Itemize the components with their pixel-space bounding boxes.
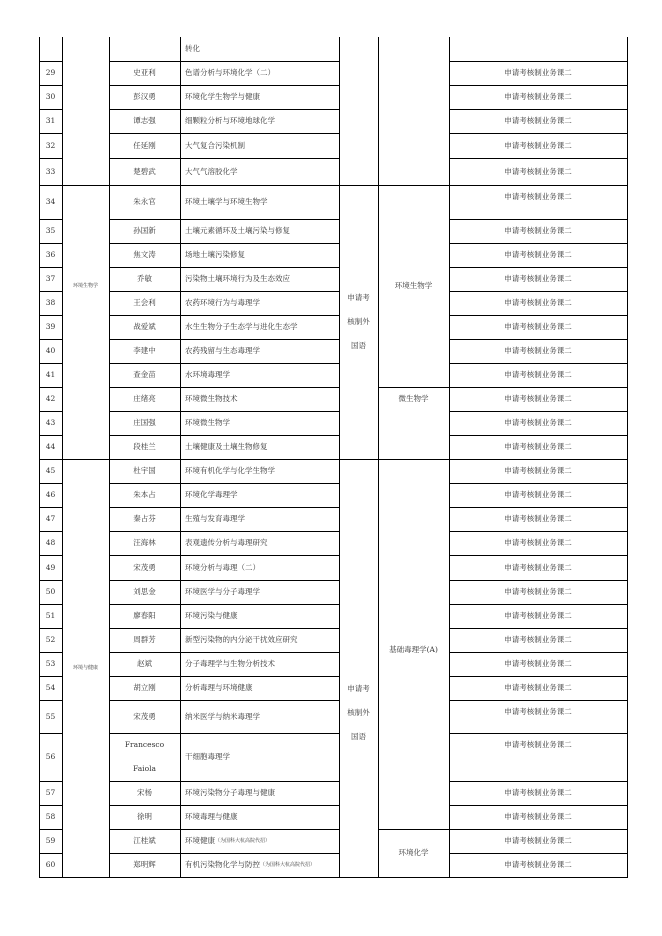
row-number: 34 xyxy=(45,197,56,206)
grid-line xyxy=(39,411,62,412)
remark-cell: 申请考核制业务课二 xyxy=(504,418,572,427)
advisor-name: 史亚利 xyxy=(133,68,156,77)
grid-line xyxy=(449,339,627,340)
grid-line xyxy=(449,507,627,508)
course-name: 环境土壤学与环境生物学 xyxy=(185,197,268,206)
grid-line xyxy=(39,829,62,830)
advisor-name: 焦文涛 xyxy=(133,250,156,259)
advisor-name: 彭汉勇 xyxy=(133,92,156,101)
grid-line xyxy=(109,676,339,677)
major-env-chemistry: 环境化学 xyxy=(398,848,429,857)
remark-cell: 申请考核制业务课二 xyxy=(504,166,572,176)
course-note: （为国科大杭高院代招） xyxy=(215,838,271,844)
row-number: 35 xyxy=(45,226,56,235)
advisor-name: 胡立刚 xyxy=(133,683,156,692)
advisor-name: 王会利 xyxy=(133,298,156,307)
grid-line xyxy=(39,363,62,364)
grid-line xyxy=(627,37,628,878)
grid-line xyxy=(449,676,627,677)
advisor-name: 楚碧武 xyxy=(133,166,156,176)
exam-method-line: 核制外 xyxy=(347,317,370,326)
grid-line xyxy=(109,829,339,830)
grid-line xyxy=(449,483,627,484)
course-name: 污染物土壤环境行为及生态效应 xyxy=(185,274,290,283)
remark-cell: 申请考核制业务课二 xyxy=(504,587,572,596)
grid-line xyxy=(39,781,62,782)
grid-line xyxy=(39,628,62,629)
course-name: 干细胞毒理学 xyxy=(185,752,230,761)
grid-line xyxy=(449,158,627,159)
remark-cell: 申请考核制业务课二 xyxy=(504,788,572,797)
grid-line xyxy=(109,435,339,436)
grid-line xyxy=(109,411,339,412)
grid-line xyxy=(39,459,627,460)
row-number: 29 xyxy=(45,68,56,77)
advisor-name: 刘思金 xyxy=(133,587,156,596)
course-name: 环境医学与分子毒理学 xyxy=(185,587,260,596)
advisor-name: 庄绪亮 xyxy=(133,394,156,403)
grid-line xyxy=(378,387,627,388)
course-name: 环境毒理与健康 xyxy=(185,812,238,821)
advisor-name: 赵斌 xyxy=(137,659,152,668)
course-name: 环境污染物分子毒理与健康 xyxy=(185,788,275,797)
grid-line xyxy=(378,37,379,878)
remark-cell: 申请考核制业务课二 xyxy=(504,250,572,259)
remark-cell: 申请考核制业务课二 xyxy=(504,836,572,845)
exam-method-line: 国语 xyxy=(351,732,366,741)
grid-line xyxy=(39,387,62,388)
course-name: 分子毒理学与生物分析技术 xyxy=(185,659,275,668)
row-number: 57 xyxy=(45,788,56,797)
remark-cell: 申请考核制业务课二 xyxy=(504,68,572,77)
grid-line xyxy=(39,853,62,854)
advisor-name: 汪海林 xyxy=(133,538,156,547)
course-name: 色谱分析与环境化学（二） xyxy=(185,68,275,77)
grid-line xyxy=(449,109,627,110)
grid-line xyxy=(39,580,62,581)
grid-line xyxy=(109,507,339,508)
course-name: 生殖与发育毒理学 xyxy=(185,514,245,523)
row-number: 53 xyxy=(45,659,56,668)
advisor-name: 任延刚 xyxy=(133,140,156,150)
grid-line xyxy=(339,37,340,878)
advisor-name: 查金苗 xyxy=(133,370,156,379)
grid-line xyxy=(109,387,339,388)
advisor-name: 江桂斌 xyxy=(133,836,156,845)
grid-line xyxy=(39,109,62,110)
grid-line xyxy=(449,133,627,134)
course-name: 细颗粒分析与环境地球化学 xyxy=(185,116,275,125)
grid-line xyxy=(109,628,339,629)
grid-line xyxy=(39,315,62,316)
row-number: 51 xyxy=(45,611,56,620)
course-name: 大气气溶胶化学 xyxy=(185,166,238,176)
grid-line xyxy=(39,483,62,484)
grid-line xyxy=(39,61,62,62)
advisor-name: 朱本占 xyxy=(133,490,156,499)
row-number: 44 xyxy=(45,442,56,451)
row-number: 49 xyxy=(45,562,56,572)
row-number: 33 xyxy=(45,166,56,176)
row-number: 36 xyxy=(45,250,56,259)
remark-cell: 申请考核制业务课二 xyxy=(504,683,572,692)
advisor-name-line2: Faiola xyxy=(133,764,156,773)
advisor-name: 秦占芬 xyxy=(133,514,156,523)
remark-cell: 申请考核制业务课二 xyxy=(504,116,572,125)
advisor-name xyxy=(109,733,180,781)
exam-method-line: 国语 xyxy=(351,341,366,350)
exam-method-line: 核制外 xyxy=(347,708,370,717)
grid-line xyxy=(109,580,339,581)
grid-line xyxy=(39,733,62,734)
advisor-name: 杜宇国 xyxy=(133,466,156,475)
advisor-name: 宋茂勇 xyxy=(133,711,156,721)
course-name: 环境化学毒理学 xyxy=(185,490,238,499)
course-name xyxy=(180,829,339,853)
grid-line xyxy=(449,37,450,878)
course-name: 环境化学生物学与健康 xyxy=(185,92,260,101)
remark-cell: 申请考核制业务课二 xyxy=(504,538,572,547)
course-title: 有机污染物化学与防控 xyxy=(185,860,260,869)
grid-line xyxy=(109,61,339,62)
course-name: 纳米医学与纳米毒理学 xyxy=(185,711,260,721)
row-number: 54 xyxy=(45,683,56,692)
remark-cell: 申请考核制业务课二 xyxy=(504,394,572,403)
advisor-name: 孙国新 xyxy=(133,226,156,235)
remark-cell: 申请考核制业务课二 xyxy=(504,490,572,499)
row-number: 56 xyxy=(45,752,56,761)
advisor-name: 朱永官 xyxy=(133,197,156,206)
grid-line xyxy=(449,628,627,629)
grid-line xyxy=(39,652,62,653)
row-number: 30 xyxy=(45,92,56,101)
grid-line xyxy=(109,267,339,268)
grid-line xyxy=(449,700,627,701)
grid-line xyxy=(39,267,62,268)
remark-cell: 申请考核制业务课二 xyxy=(504,812,572,821)
grid-line xyxy=(449,781,627,782)
course-name: 环境污染与健康 xyxy=(185,611,238,620)
remark-cell: 申请考核制业务课二 xyxy=(504,322,572,331)
grid-line xyxy=(109,700,339,701)
remark-cell: 申请考核制业务课二 xyxy=(504,346,572,355)
grid-line xyxy=(109,733,339,734)
grid-line xyxy=(109,604,339,605)
grid-line xyxy=(109,805,339,806)
remark-cell: 申请考核制业务课二 xyxy=(504,92,572,101)
group-env-health: 环境与健康 xyxy=(72,665,98,671)
grid-line xyxy=(39,219,62,220)
grid-line xyxy=(39,507,62,508)
grid-line xyxy=(39,85,62,86)
remark-cell: 申请考核制业务课二 xyxy=(504,140,572,150)
exam-method-cell xyxy=(339,185,378,459)
grid-line xyxy=(39,158,62,159)
grid-line xyxy=(109,133,339,134)
row-number: 52 xyxy=(45,635,56,644)
course-name: 环境微生物技术 xyxy=(185,394,238,403)
course-title: 环境健康 xyxy=(185,836,215,845)
grid-line xyxy=(449,315,627,316)
grid-line xyxy=(449,733,627,734)
row-number: 31 xyxy=(45,116,56,125)
grid-line xyxy=(109,243,339,244)
course-name: 农药环境行为与毒理学 xyxy=(185,298,260,307)
grid-line xyxy=(39,555,62,556)
grid-line xyxy=(39,435,62,436)
grid-line xyxy=(39,339,62,340)
course-name: 新型污染物的内分泌干扰效应研究 xyxy=(185,635,298,644)
grid-line xyxy=(39,185,627,186)
grid-line xyxy=(449,219,627,220)
course-name: 环境微生物学 xyxy=(185,418,230,427)
grid-line xyxy=(449,805,627,806)
grid-line xyxy=(109,37,110,878)
grid-line xyxy=(180,37,181,878)
remark-cell: 申请考核制业务课二 xyxy=(504,514,572,523)
row-number: 58 xyxy=(45,812,56,821)
exam-method-line: 申请考 xyxy=(347,293,370,302)
grid-line xyxy=(109,158,339,159)
advisor-name: 周群芳 xyxy=(133,635,156,644)
grid-line xyxy=(449,363,627,364)
course-name xyxy=(180,853,339,877)
remark-cell: 申请考核制业务课二 xyxy=(504,442,572,451)
exam-method-cell xyxy=(339,459,378,877)
row-number: 37 xyxy=(45,274,56,283)
grid-line xyxy=(109,781,339,782)
advisor-name: 郑明辉 xyxy=(133,860,156,869)
grid-line xyxy=(449,267,627,268)
major-microbiology: 微生物学 xyxy=(398,394,429,403)
advisor-name: 廖春阳 xyxy=(133,611,156,620)
row-number: 38 xyxy=(45,298,56,307)
grid-line xyxy=(449,411,627,412)
row-number: 43 xyxy=(45,418,56,427)
grid-line xyxy=(449,853,627,854)
grid-line xyxy=(449,580,627,581)
grid-line xyxy=(109,483,339,484)
advisor-name: 谭志强 xyxy=(133,116,156,125)
course-name: 水生生物分子生态学与进化生态学 xyxy=(185,322,298,331)
group-env-biology: 环境生物学 xyxy=(72,283,98,289)
remark-cell: 申请考核制业务课二 xyxy=(504,466,572,475)
course-name: 表观遗传分析与毒理研究 xyxy=(185,538,268,547)
grid-line xyxy=(449,652,627,653)
grid-line xyxy=(109,85,339,86)
grid-line xyxy=(449,61,627,62)
row-number: 39 xyxy=(45,322,56,331)
course-name: 环境有机化学与化学生物学 xyxy=(185,466,275,475)
row-number: 59 xyxy=(45,836,56,845)
grid-line xyxy=(39,877,628,878)
grid-line xyxy=(62,37,63,878)
course-note: （为国科大杭高院代招） xyxy=(260,862,316,868)
remark-cell: 申请考核制业务课二 xyxy=(504,370,572,379)
remark-cell: 申请考核制业务课二 xyxy=(504,860,572,869)
advisor-name: 战爱斌 xyxy=(133,322,156,331)
grid-line xyxy=(449,555,627,556)
remark-cell: 申请考核制业务课二 xyxy=(504,298,572,307)
advisor-name: 宋茂勇 xyxy=(133,562,156,572)
course-cell-continued: 转化 xyxy=(185,44,200,53)
course-name: 环境分析与毒理（二） xyxy=(185,562,260,572)
major-basic-toxicology: 基础毒理学(A) xyxy=(389,645,438,654)
course-name: 大气复合污染机制 xyxy=(185,140,245,150)
grid-line xyxy=(39,37,40,878)
grid-line xyxy=(109,531,339,532)
remark-cell: 申请考核制业务课二 xyxy=(504,740,572,749)
advisor-name: 徐明 xyxy=(137,812,152,821)
grid-line xyxy=(378,829,627,830)
grid-line xyxy=(109,109,339,110)
course-name: 分析毒理与环境健康 xyxy=(185,683,253,692)
grid-line xyxy=(449,604,627,605)
grid-line xyxy=(39,291,62,292)
grid-line xyxy=(109,339,339,340)
row-number: 41 xyxy=(45,370,56,379)
advisor-name-line1: Francesco xyxy=(124,740,165,749)
course-name: 场地土壤污染修复 xyxy=(185,250,245,259)
remark-cell: 申请考核制业务课二 xyxy=(504,562,572,572)
course-name: 水环境毒理学 xyxy=(185,370,230,379)
grid-line xyxy=(449,243,627,244)
row-number: 48 xyxy=(45,538,56,547)
remark-cell: 申请考核制业务课二 xyxy=(504,274,572,283)
row-number: 42 xyxy=(45,394,56,403)
exam-method-line: 申请考 xyxy=(347,684,370,693)
row-number: 45 xyxy=(45,466,56,475)
row-number: 47 xyxy=(45,514,56,523)
remark-cell: 申请考核制业务课二 xyxy=(504,659,572,668)
grid-line xyxy=(449,531,627,532)
major-env-biology: 环境生物学 xyxy=(394,281,433,290)
grid-line xyxy=(39,700,62,701)
grid-line xyxy=(39,243,62,244)
advisor-name: 李建中 xyxy=(133,346,156,355)
grid-line xyxy=(109,363,339,364)
grid-line xyxy=(449,85,627,86)
row-number: 55 xyxy=(45,711,56,721)
row-number: 50 xyxy=(45,587,56,596)
grid-line xyxy=(39,676,62,677)
grid-line xyxy=(449,291,627,292)
remark-cell: 申请考核制业务课二 xyxy=(504,707,572,716)
row-number: 46 xyxy=(45,490,56,499)
advisor-name: 庄国强 xyxy=(133,418,156,427)
remark-cell: 申请考核制业务课二 xyxy=(504,226,572,235)
grid-line xyxy=(39,805,62,806)
advisor-name: 宋杨 xyxy=(137,788,152,797)
grid-line xyxy=(109,291,339,292)
grid-line xyxy=(449,435,627,436)
course-name: 农药残留与生态毒理学 xyxy=(185,346,260,355)
advisor-name: 段桂兰 xyxy=(133,442,156,451)
grid-line xyxy=(109,555,339,556)
grid-line xyxy=(109,652,339,653)
row-number: 32 xyxy=(45,140,56,150)
grid-line xyxy=(39,133,62,134)
grid-line xyxy=(109,219,339,220)
grid-line xyxy=(39,531,62,532)
remark-cell: 申请考核制业务课二 xyxy=(504,192,572,201)
grid-line xyxy=(39,604,62,605)
row-number: 60 xyxy=(45,860,56,869)
row-number: 40 xyxy=(45,346,56,355)
advisor-name: 乔敏 xyxy=(137,274,152,283)
grid-line xyxy=(109,853,339,854)
grid-line xyxy=(109,315,339,316)
course-name: 土壤健康及土壤生物修复 xyxy=(185,442,268,451)
remark-cell: 申请考核制业务课二 xyxy=(504,635,572,644)
course-name: 土壤元素循环及土壤污染与修复 xyxy=(185,226,290,235)
remark-cell: 申请考核制业务课二 xyxy=(504,611,572,620)
